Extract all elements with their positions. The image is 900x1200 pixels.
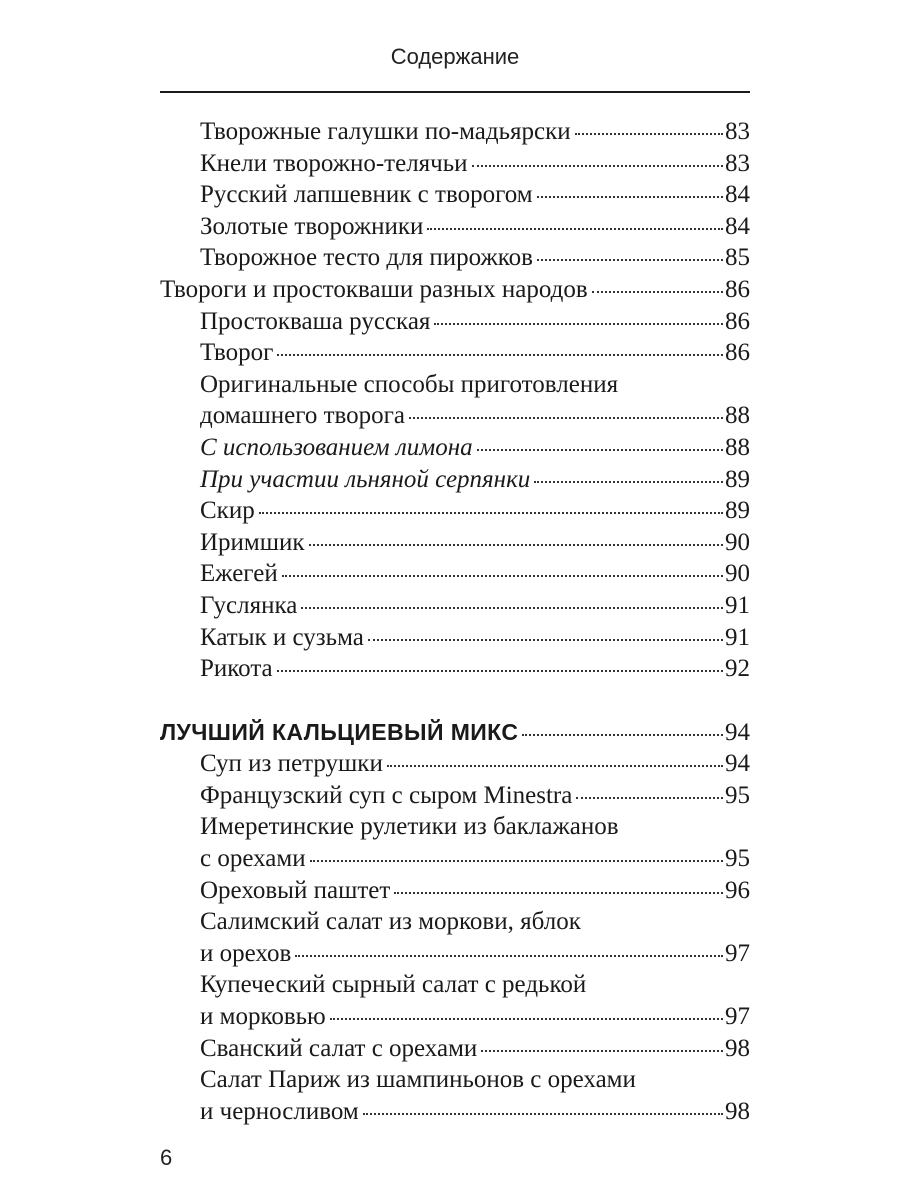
dot-leader	[537, 196, 723, 198]
toc-entry-title: Сванский салат с орехами	[200, 1034, 478, 1062]
dot-leader	[481, 1050, 723, 1052]
toc-entry-title: Суп из петрушки	[200, 750, 383, 778]
toc-entry[interactable]	[160, 1033, 750, 1065]
toc-entry-page: 86	[725, 339, 750, 367]
toc-entry[interactable]	[160, 148, 750, 180]
dot-leader	[330, 1018, 723, 1020]
toc-entry[interactable]	[160, 780, 750, 812]
dot-leader	[522, 734, 723, 736]
toc-entry[interactable]	[160, 843, 750, 875]
toc-entry[interactable]	[160, 369, 750, 401]
toc-entry-title: Салимский салат из моркови, яблок	[200, 908, 581, 936]
toc-entry[interactable]	[160, 906, 750, 938]
toc-entry-title: Простокваша русская	[200, 307, 431, 335]
toc-entry[interactable]	[160, 558, 750, 590]
dot-leader	[295, 955, 723, 957]
toc-entry[interactable]	[160, 495, 750, 527]
toc-entry-title: Творожные галушки по-мадьярски	[200, 118, 571, 145]
dot-leader	[427, 228, 723, 230]
toc-entry-page: 86	[725, 307, 750, 335]
toc-entry[interactable]	[160, 622, 750, 654]
toc-entry-title: Кнели творожно-телячьи	[200, 149, 468, 177]
dot-leader	[282, 575, 723, 577]
toc-entry-page: 96	[725, 876, 750, 904]
dot-leader	[534, 481, 723, 483]
toc-entry[interactable]	[160, 1001, 750, 1033]
toc-entry-title: Ежегей	[200, 560, 278, 588]
toc-entry-page: 91	[725, 591, 750, 619]
toc-entry[interactable]	[160, 274, 750, 306]
toc-entry-page: 94	[725, 718, 750, 746]
dot-leader	[576, 797, 723, 799]
toc-entry-page: 83	[725, 149, 750, 177]
header-rule	[160, 91, 750, 93]
toc-entry[interactable]	[160, 811, 750, 843]
toc-entry-title: При участии льняной серпянки	[200, 465, 531, 493]
table-of-contents	[160, 116, 750, 1127]
toc-entry[interactable]	[160, 464, 750, 496]
dot-leader	[387, 765, 723, 767]
toc-entry-title: Творожное тесто для пирожков	[200, 244, 533, 272]
toc-entry-page: 88	[725, 433, 750, 461]
toc-entry[interactable]	[160, 211, 750, 243]
toc-entry[interactable]	[160, 306, 750, 338]
toc-entry[interactable]	[160, 748, 750, 780]
toc-entry-title: Салат Париж из шампиньонов с орехами	[200, 1066, 636, 1094]
toc-entry[interactable]	[160, 242, 750, 274]
toc-entry-page: 90	[725, 560, 750, 588]
toc-entry-title: Русский лапшевник с творогом	[200, 181, 533, 209]
toc-entry[interactable]	[160, 432, 750, 464]
running-header: Содержание	[390, 44, 520, 69]
toc-entry-page: 97	[725, 1003, 750, 1031]
toc-entry[interactable]	[160, 590, 750, 622]
toc-entry-page: 98	[725, 1097, 750, 1125]
toc-entry-page: 84	[725, 212, 750, 240]
toc-entry-title: Рикота	[200, 655, 273, 683]
dot-leader	[259, 512, 723, 514]
toc-section-heading[interactable]	[160, 717, 750, 749]
toc-entry-page: 91	[725, 623, 750, 651]
toc-entry-title: Скир	[200, 497, 255, 525]
toc-entry-title: Оригинальные способы приготовления	[200, 370, 619, 398]
toc-entry-page: 95	[725, 845, 750, 873]
toc-entry-page: 90	[725, 528, 750, 556]
dot-leader	[592, 291, 723, 293]
toc-entry[interactable]	[160, 875, 750, 907]
toc-entry-title: Ореховый паштет	[200, 876, 391, 904]
dot-leader	[409, 417, 723, 419]
toc-entry[interactable]	[160, 938, 750, 970]
dot-leader	[434, 323, 723, 325]
toc-entry-title: Иримшик	[200, 528, 305, 556]
toc-entry-page: 89	[725, 465, 750, 493]
toc-entry[interactable]	[160, 337, 750, 369]
toc-entry[interactable]	[160, 527, 750, 559]
toc-entry-title: и морковью	[200, 1003, 326, 1031]
toc-entry-page: 92	[725, 655, 750, 683]
toc-entry-title: Гуслянка	[200, 591, 298, 619]
toc-entry[interactable]	[160, 179, 750, 211]
toc-entry-page: 86	[725, 275, 750, 303]
toc-entry-title: Золотые творожники	[200, 212, 424, 240]
dot-leader	[301, 607, 723, 609]
toc-entry[interactable]	[160, 653, 750, 685]
toc-entry-title: с орехами	[200, 845, 306, 873]
toc-entry[interactable]	[160, 1064, 750, 1096]
dot-leader	[277, 670, 723, 672]
dot-leader	[472, 165, 723, 167]
dot-leader	[277, 354, 723, 356]
page-number: 6	[160, 1145, 173, 1170]
dot-leader	[477, 449, 723, 451]
section-gap	[160, 685, 750, 717]
toc-entry-page: 98	[725, 1034, 750, 1062]
dot-leader	[309, 544, 723, 546]
toc-entry[interactable]	[160, 1096, 750, 1128]
toc-entry-title: ЛУЧШИЙ КАЛЬЦИЕВЫЙ МИКС	[160, 718, 519, 745]
dot-leader	[537, 259, 723, 261]
toc-entry-page: 94	[725, 750, 750, 778]
dot-leader	[394, 892, 723, 894]
toc-entry-page: 84	[725, 181, 750, 209]
toc-entry[interactable]	[160, 400, 750, 432]
toc-entry-page: 85	[725, 244, 750, 272]
toc-entry-title: Твороги и простокваши разных народов	[160, 275, 588, 303]
toc-entry-page: 83	[725, 118, 750, 145]
toc-entry-title: Имеретинские рулетики из баклажанов	[200, 813, 619, 841]
dot-leader	[363, 1113, 723, 1115]
toc-entry-title: домашнего творога	[200, 402, 406, 430]
toc-entry-title: Купеческий сырный салат с редькой	[200, 971, 587, 999]
toc-entry-title: С использованием лимона	[200, 433, 473, 461]
dot-leader	[368, 639, 723, 641]
toc-entry-page: 88	[725, 402, 750, 430]
toc-entry[interactable]	[160, 969, 750, 1001]
toc-entry-title: Французский суп с сыром Minestra	[200, 781, 573, 809]
toc-entry-page: 89	[725, 497, 750, 525]
toc-entry-title: Творог	[200, 339, 274, 367]
toc-entry-title: и орехов	[200, 939, 292, 967]
toc-entry-title: и черносливом	[200, 1097, 359, 1125]
toc-entry-title: Катык и сузьма	[200, 623, 364, 651]
dot-leader	[575, 133, 723, 135]
toc-entry-page: 97	[725, 939, 750, 967]
toc-entry[interactable]	[160, 116, 750, 148]
toc-entry-page: 95	[725, 781, 750, 809]
dot-leader	[310, 860, 723, 862]
